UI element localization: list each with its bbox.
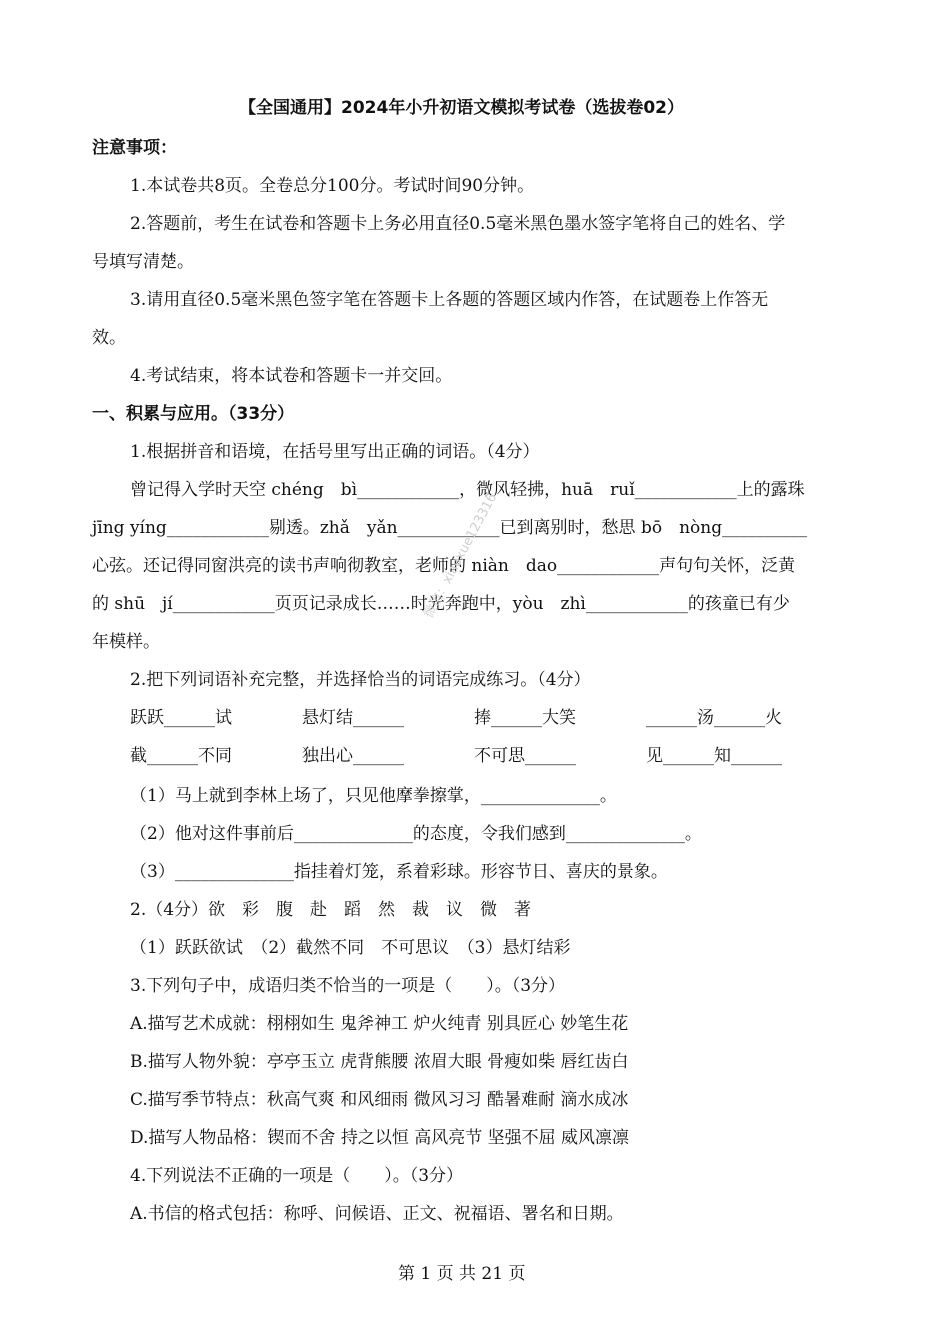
exam-title: 【全国通用】2024年小升初语文模拟考试卷（选拔卷02） (239, 98, 684, 118)
q2-word-7: 不可思______ (474, 746, 576, 766)
q2-word-5: 截______不同 (130, 746, 232, 766)
watermark: 微信：xiaoxue123316 (421, 490, 501, 621)
q2-answer-line-2: （1）跃跃欲试 （2）截然不同 不可思议 （3）悬灯结彩 (130, 938, 571, 958)
q2-word-2: 悬灯结______ (302, 708, 404, 728)
note-3-line-1: 3.请用直径0.5毫米黑色签字笔在答题卡上各题的答题区域内作答，在试题卷上作答无 (130, 290, 769, 310)
q3-option-d: D.描写人物品格：锲而不舍 持之以恒 高风亮节 坚强不屈 威风凛凛 (130, 1128, 630, 1148)
note-2-line-1: 2.答题前，考生在试卷和答题卡上务必用直径0.5毫米黑色墨水签字笔将自己的姓名、学 (130, 214, 786, 234)
q1-line-3: 心弦。还记得同窗洪亮的读书声响彻教室，老师的 niàn dao____________声句句关怀，泛黄 (92, 556, 796, 576)
q1-line-5: 年模样。 (92, 632, 160, 652)
q2-word-8: 见______知______ (646, 746, 782, 766)
q3-stem: 3.下列句子中，成语归类不恰当的一项是（ ）。（3分） (130, 976, 566, 996)
note-3-line-2: 效。 (92, 328, 126, 348)
q4-stem: 4.下列说法不正确的一项是（ ）。（3分） (130, 1166, 464, 1186)
q1-line-4: 的 shū jí____________页页记录成长……时光奔跑中，yòu zhì____________的孩童已有少 (92, 594, 790, 614)
q2-word-1: 跃跃______试 (130, 708, 232, 728)
page-footer: 第 1 页 共 21 页 (398, 1264, 526, 1284)
section-1-heading: 一、积累与应用。（33分） (92, 404, 295, 424)
q1-line-1: 曾记得入学时天空 chéng bì____________，微风轻拂，huā ruǐ____________上的露珠 (130, 480, 805, 500)
q2-word-3: 捧______大笑 (474, 708, 576, 728)
q2-answer-line-1: 2.（4分）欲 彩 腹 赴 蹈 然 裁 议 微 著 (130, 900, 532, 920)
q4-option-a: A.书信的格式包括：称呼、问候语、正文、祝福语、署名和日期。 (130, 1204, 624, 1224)
q2-word-4: ______汤______火 (646, 708, 782, 728)
notes-heading: 注意事项： (92, 138, 177, 158)
q2-sentence-3: （3）______________指挂着灯笼，系着彩球。形容节日、喜庆的景象。 (130, 862, 668, 882)
q2-sentence-2: （2）他对这件事前后______________的态度，令我们感到______________。 (130, 824, 702, 844)
note-2-line-2: 号填写清楚。 (92, 252, 194, 272)
q2-sentence-1: （1）马上就到李林上场了，只见他摩拳擦掌，______________。 (130, 786, 617, 806)
q3-option-c: C.描写季节特点：秋高气爽 和风细雨 微风习习 酷暑难耐 滴水成冰 (130, 1090, 629, 1110)
note-1: 1.本试卷共8页。全卷总分100分。考试时间90分钟。 (130, 176, 535, 196)
q2-stem: 2.把下列词语补充完整，并选择恰当的词语完成练习。（4分） (130, 670, 591, 690)
q2-word-6: 独出心______ (302, 746, 404, 766)
note-4: 4.考试结束，将本试卷和答题卡一并交回。 (130, 366, 453, 386)
q3-option-a: A.描写艺术成就：栩栩如生 鬼斧神工 炉火纯青 别具匠心 妙笔生花 (130, 1014, 629, 1034)
q1-stem: 1.根据拼音和语境，在括号里写出正确的词语。（4分） (130, 442, 540, 462)
q1-line-2: jīng yíng____________剔透。zhǎ yǎn____________已到离别时，愁思 bō nòng__________ (92, 518, 808, 538)
q3-option-b: B.描写人物外貌：亭亭玉立 虎背熊腰 浓眉大眼 骨瘦如柴 唇红齿白 (130, 1052, 629, 1072)
